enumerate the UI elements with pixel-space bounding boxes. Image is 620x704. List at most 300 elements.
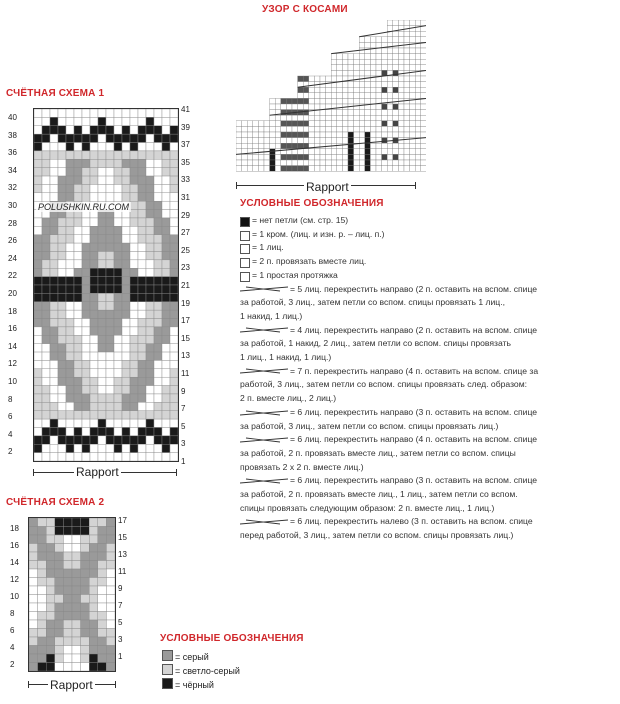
grid-cell bbox=[66, 268, 74, 276]
cable-cell bbox=[354, 54, 360, 60]
grid-cell bbox=[138, 268, 146, 276]
cable-cell bbox=[326, 154, 332, 160]
cable-cell bbox=[387, 149, 393, 155]
grid-cell bbox=[154, 310, 162, 318]
grid-cell bbox=[170, 302, 178, 310]
cable-cell bbox=[314, 104, 320, 110]
cable-cell bbox=[270, 138, 276, 144]
grid-cell bbox=[170, 251, 178, 259]
grid-cell bbox=[162, 394, 170, 402]
cable-cell bbox=[309, 126, 315, 132]
cable-cell bbox=[331, 70, 337, 76]
cable-cell bbox=[410, 93, 416, 99]
grid-cell bbox=[50, 444, 58, 452]
row-number: 23 bbox=[181, 263, 190, 273]
grid-cell bbox=[58, 226, 66, 234]
cable-cell bbox=[387, 98, 393, 104]
cable-cell bbox=[337, 70, 343, 76]
row-number: 6 bbox=[10, 626, 15, 635]
legend1-row bbox=[240, 324, 538, 338]
grid-cell bbox=[42, 335, 50, 343]
cable-cell bbox=[314, 138, 320, 144]
legend1-row bbox=[240, 488, 538, 502]
cable-cell bbox=[370, 154, 376, 160]
cable-cell bbox=[264, 132, 270, 138]
cable-cell bbox=[393, 20, 399, 26]
grid-cell bbox=[98, 293, 106, 301]
legend1-text: перед работой, 3 лиц., затем петли со вспом. спицы провязать лиц.) bbox=[240, 530, 514, 541]
grid-cell bbox=[50, 117, 58, 125]
cable-cell bbox=[398, 160, 404, 166]
grid-cell bbox=[66, 394, 74, 402]
grid-cell bbox=[66, 251, 74, 259]
cable-cell bbox=[387, 82, 393, 88]
cable-cell bbox=[298, 98, 304, 104]
cable-cell bbox=[242, 154, 248, 160]
grid-cell bbox=[162, 168, 170, 176]
grid-cell bbox=[90, 159, 98, 167]
grid-cell bbox=[106, 218, 114, 226]
cable-cell bbox=[236, 121, 242, 127]
grid-cell bbox=[138, 159, 146, 167]
cable-cell bbox=[320, 104, 326, 110]
grid-cell bbox=[58, 402, 66, 410]
grid-cell bbox=[42, 184, 50, 192]
grid-cell bbox=[66, 109, 74, 117]
cable-cell bbox=[331, 166, 337, 172]
grid-cell bbox=[98, 310, 106, 318]
grid-cell bbox=[34, 243, 42, 251]
grid-cell bbox=[98, 268, 106, 276]
grid-cell bbox=[170, 176, 178, 184]
grid-cell bbox=[58, 394, 66, 402]
grid-cell bbox=[154, 444, 162, 452]
grid-cell bbox=[170, 117, 178, 125]
cable-cell bbox=[365, 149, 371, 155]
grid-cell bbox=[146, 260, 154, 268]
grid-cell bbox=[50, 176, 58, 184]
cable-cell bbox=[421, 126, 426, 132]
grid-cell bbox=[106, 603, 115, 612]
grid-cell bbox=[42, 411, 50, 419]
cable-cell bbox=[415, 65, 421, 71]
grid-cell bbox=[74, 260, 82, 268]
cable-cell bbox=[376, 143, 382, 149]
grid-cell bbox=[90, 151, 98, 159]
grid-cell bbox=[66, 134, 74, 142]
grid-cell bbox=[66, 168, 74, 176]
grid-cell bbox=[46, 612, 55, 621]
cable-cell bbox=[354, 160, 360, 166]
grid-cell bbox=[98, 518, 107, 527]
cable-cell bbox=[281, 98, 287, 104]
cable-cell bbox=[376, 121, 382, 127]
grid-cell bbox=[74, 218, 82, 226]
grid-cell bbox=[50, 184, 58, 192]
grid-cell bbox=[106, 569, 115, 578]
grid-cell bbox=[154, 109, 162, 117]
grid-cell bbox=[38, 527, 47, 536]
grid-cell bbox=[122, 235, 130, 243]
grid-cell bbox=[146, 394, 154, 402]
cable-cell bbox=[331, 154, 337, 160]
legend1-row bbox=[240, 433, 538, 447]
cable-cell bbox=[415, 104, 421, 110]
cable-cell bbox=[270, 143, 276, 149]
grid-cell bbox=[138, 436, 146, 444]
cable-cell bbox=[359, 98, 365, 104]
legend1-list bbox=[240, 214, 538, 543]
grid-cell bbox=[29, 663, 38, 672]
cable-cell bbox=[410, 104, 416, 110]
grid-cell bbox=[34, 386, 42, 394]
grid-cell bbox=[146, 360, 154, 368]
grid-cell bbox=[50, 168, 58, 176]
grid-cell bbox=[122, 411, 130, 419]
grid-cell bbox=[66, 117, 74, 125]
cable-cell bbox=[270, 98, 276, 104]
cable-cell bbox=[359, 54, 365, 60]
grid-cell bbox=[74, 176, 82, 184]
legend1-text: = 7 п. перекрестить направо (4 п. оставить на вспом. спице за bbox=[290, 365, 539, 376]
cable-cell bbox=[387, 115, 393, 121]
grid-cell bbox=[90, 109, 98, 117]
grid-cell bbox=[170, 184, 178, 192]
grid-cell bbox=[98, 109, 106, 117]
grid-cell bbox=[66, 302, 74, 310]
grid-cell bbox=[82, 159, 90, 167]
grid-cell bbox=[58, 436, 66, 444]
grid-cell bbox=[106, 109, 114, 117]
legend1-text: = 6 лиц. перекрестить направо (4 п. оставить на вспом. спице bbox=[290, 434, 538, 445]
legend2-label: = серый bbox=[175, 652, 209, 662]
grid-cell bbox=[146, 335, 154, 343]
grid-cell bbox=[38, 620, 47, 629]
grid-cell bbox=[98, 277, 106, 285]
cable-cell bbox=[342, 138, 348, 144]
grid-cell bbox=[46, 603, 55, 612]
grid-cell bbox=[58, 302, 66, 310]
grid-cell bbox=[162, 143, 170, 151]
cable-cell bbox=[393, 54, 399, 60]
cable-cell bbox=[415, 93, 421, 99]
cable-cell bbox=[376, 82, 382, 88]
grid-cell bbox=[106, 268, 114, 276]
cable-cell bbox=[410, 87, 416, 93]
row-number: 9 bbox=[118, 584, 123, 593]
cable-cell bbox=[359, 82, 365, 88]
grid-cell bbox=[138, 134, 146, 142]
grid-cell bbox=[42, 344, 50, 352]
grid-cell bbox=[66, 369, 74, 377]
cable-cell bbox=[286, 166, 292, 172]
cable-cell bbox=[404, 93, 410, 99]
cable-cell bbox=[236, 160, 242, 166]
cable-cell bbox=[370, 115, 376, 121]
grid-cell bbox=[170, 235, 178, 243]
grid-cell bbox=[138, 344, 146, 352]
grid-cell bbox=[122, 168, 130, 176]
grid-cell bbox=[170, 352, 178, 360]
cable-cell bbox=[382, 76, 388, 82]
cable-cell bbox=[331, 121, 337, 127]
cable-cell bbox=[298, 121, 304, 127]
grid-cell bbox=[162, 319, 170, 327]
grid-cell bbox=[50, 369, 58, 377]
grid-cell bbox=[38, 535, 47, 544]
grid-cell bbox=[82, 134, 90, 142]
grid-cell bbox=[122, 377, 130, 385]
grid-cell bbox=[63, 612, 72, 621]
cable-cell bbox=[410, 115, 416, 121]
grid-cell bbox=[29, 527, 38, 536]
grid-cell bbox=[122, 436, 130, 444]
cable-cell bbox=[348, 70, 354, 76]
grid-cell bbox=[90, 352, 98, 360]
cable-cell bbox=[359, 115, 365, 121]
cable-cell bbox=[387, 132, 393, 138]
cable-cell bbox=[292, 138, 298, 144]
cable-cell bbox=[365, 154, 371, 160]
cable-cell bbox=[393, 59, 399, 65]
grid-cell bbox=[114, 134, 122, 142]
grid-cell bbox=[74, 352, 82, 360]
cable-cell bbox=[326, 115, 332, 121]
grid-cell bbox=[82, 260, 90, 268]
cable-cell bbox=[314, 121, 320, 127]
cable-cell bbox=[354, 115, 360, 121]
grid-cell bbox=[106, 251, 114, 259]
grid-cell bbox=[50, 427, 58, 435]
grid-cell bbox=[89, 629, 98, 638]
grid-cell bbox=[114, 369, 122, 377]
grid-cell bbox=[154, 260, 162, 268]
cable-cell bbox=[298, 126, 304, 132]
grid-cell bbox=[130, 277, 138, 285]
grid-cell bbox=[106, 285, 114, 293]
cable-cell bbox=[410, 149, 416, 155]
cable-cell bbox=[387, 143, 393, 149]
grid-cell bbox=[90, 251, 98, 259]
grid-cell bbox=[138, 235, 146, 243]
cable-cell bbox=[258, 138, 264, 144]
grid-cell bbox=[130, 251, 138, 259]
cable-cell bbox=[382, 121, 388, 127]
grid-cell bbox=[34, 427, 42, 435]
grid-cell bbox=[58, 184, 66, 192]
cable-cell bbox=[421, 154, 426, 160]
cable-cell bbox=[326, 93, 332, 99]
grid-cell bbox=[130, 201, 138, 209]
cable-cell bbox=[303, 166, 309, 172]
grid-cell bbox=[82, 126, 90, 134]
grid-cell bbox=[130, 444, 138, 452]
grid-cell bbox=[90, 193, 98, 201]
grid-cell bbox=[130, 235, 138, 243]
grid-cell bbox=[90, 134, 98, 142]
cable-cell bbox=[247, 138, 253, 144]
grid-cell bbox=[106, 260, 114, 268]
grid-cell bbox=[98, 159, 106, 167]
grid-cell bbox=[63, 663, 72, 672]
cable-cell bbox=[354, 149, 360, 155]
cable-cell bbox=[359, 65, 365, 71]
cable-cell bbox=[264, 166, 270, 172]
cable-cell bbox=[370, 121, 376, 127]
cable-symbol-icon bbox=[240, 326, 288, 334]
grid-cell bbox=[89, 654, 98, 663]
row-number: 5 bbox=[118, 618, 123, 627]
cable-cell bbox=[253, 126, 259, 132]
grid-cell bbox=[66, 352, 74, 360]
cable-cell bbox=[303, 132, 309, 138]
cable-cell bbox=[275, 132, 281, 138]
grid-cell bbox=[154, 126, 162, 134]
cable-cell bbox=[370, 143, 376, 149]
grid-cell bbox=[114, 394, 122, 402]
cable-cell bbox=[303, 126, 309, 132]
cable-cell bbox=[410, 31, 416, 37]
cable-cell bbox=[415, 76, 421, 82]
grid-cell bbox=[81, 535, 90, 544]
cable-cell bbox=[275, 166, 281, 172]
grid-cell bbox=[50, 277, 58, 285]
grid-cell bbox=[98, 612, 107, 621]
grid-cell bbox=[89, 620, 98, 629]
cable-cell bbox=[247, 154, 253, 160]
cable-cell bbox=[331, 65, 337, 71]
grid-cell bbox=[50, 218, 58, 226]
grid-cell bbox=[74, 159, 82, 167]
grid-cell bbox=[122, 268, 130, 276]
cable-cell bbox=[382, 132, 388, 138]
grid-cell bbox=[154, 285, 162, 293]
cable-cell bbox=[404, 82, 410, 88]
cable-cell bbox=[337, 166, 343, 172]
cable-cell bbox=[415, 166, 421, 172]
grid-cell bbox=[34, 268, 42, 276]
grid-cell bbox=[89, 595, 98, 604]
cable-cell bbox=[370, 59, 376, 65]
grid-cell bbox=[170, 126, 178, 134]
cable-cell bbox=[303, 121, 309, 127]
grid-cell bbox=[106, 302, 114, 310]
grid-cell bbox=[154, 218, 162, 226]
grid-cell bbox=[154, 427, 162, 435]
grid-cell bbox=[66, 126, 74, 134]
cable-cell bbox=[354, 87, 360, 93]
cable-cell bbox=[348, 59, 354, 65]
grid-cell bbox=[82, 335, 90, 343]
grid-cell bbox=[146, 411, 154, 419]
cable-cell bbox=[309, 160, 315, 166]
row-number: 17 bbox=[118, 516, 127, 525]
cable-cell bbox=[421, 65, 426, 71]
row-number: 11 bbox=[118, 567, 127, 576]
cable-cell bbox=[365, 160, 371, 166]
cable-cell bbox=[421, 149, 426, 155]
grid-cell bbox=[29, 561, 38, 570]
grid-cell bbox=[46, 595, 55, 604]
grid-cell bbox=[130, 453, 138, 461]
grid-cell bbox=[63, 527, 72, 536]
grid-cell bbox=[170, 268, 178, 276]
grid-cell bbox=[170, 444, 178, 452]
grid-cell bbox=[98, 319, 106, 327]
cable-cell bbox=[337, 98, 343, 104]
grid-cell bbox=[89, 544, 98, 553]
cable-cell bbox=[382, 37, 388, 43]
legend1-text: = 1 простая протяжка bbox=[252, 269, 338, 280]
cable-cell bbox=[359, 143, 365, 149]
grid-cell bbox=[122, 218, 130, 226]
cable-cell bbox=[258, 126, 264, 132]
cable-cell bbox=[387, 20, 393, 26]
grid-cell bbox=[74, 268, 82, 276]
grid-cell bbox=[130, 436, 138, 444]
grid-cell bbox=[146, 419, 154, 427]
grid-cell bbox=[98, 377, 106, 385]
grid-cell bbox=[50, 302, 58, 310]
grid-cell bbox=[82, 176, 90, 184]
grid-cell bbox=[98, 143, 106, 151]
cable-cell bbox=[393, 31, 399, 37]
grid-cell bbox=[170, 402, 178, 410]
grid-cell bbox=[50, 335, 58, 343]
cable-cell bbox=[359, 166, 365, 172]
grid-cell bbox=[34, 344, 42, 352]
grid-cell bbox=[63, 654, 72, 663]
grid-cell bbox=[146, 369, 154, 377]
grid-cell bbox=[130, 419, 138, 427]
grid-cell bbox=[154, 243, 162, 251]
cable-cell bbox=[365, 70, 371, 76]
row-number: 32 bbox=[8, 183, 17, 193]
legend1-row bbox=[240, 228, 538, 242]
grid-cell bbox=[114, 360, 122, 368]
grid-cell bbox=[74, 335, 82, 343]
grid-cell bbox=[130, 126, 138, 134]
grid-cell bbox=[122, 302, 130, 310]
grid-cell bbox=[130, 402, 138, 410]
grid-cell bbox=[50, 377, 58, 385]
grid-cell bbox=[170, 159, 178, 167]
legend1-text: = 2 п. провязать вместе лиц. bbox=[252, 256, 367, 267]
cable-cell bbox=[314, 154, 320, 160]
grid-cell bbox=[72, 578, 81, 587]
cable-cell bbox=[348, 115, 354, 121]
grid-cell bbox=[162, 251, 170, 259]
cable-cell bbox=[303, 98, 309, 104]
grid-cell bbox=[146, 117, 154, 125]
cable-cell bbox=[331, 93, 337, 99]
legend1-text: провязать 2 х 2 п. вместе лиц.) bbox=[240, 461, 364, 472]
cable-cell bbox=[247, 126, 253, 132]
cable-cell bbox=[270, 115, 276, 121]
cable-cell bbox=[314, 126, 320, 132]
grid-cell bbox=[90, 184, 98, 192]
grid-cell bbox=[98, 586, 107, 595]
grid-cell bbox=[114, 260, 122, 268]
grid-cell bbox=[63, 578, 72, 587]
grid-cell bbox=[42, 444, 50, 452]
cable-cell bbox=[359, 93, 365, 99]
cable-cell bbox=[404, 76, 410, 82]
grid-cell bbox=[38, 663, 47, 672]
cable-cell bbox=[365, 166, 371, 172]
legend1-row bbox=[240, 337, 538, 351]
cable-cell bbox=[242, 126, 248, 132]
